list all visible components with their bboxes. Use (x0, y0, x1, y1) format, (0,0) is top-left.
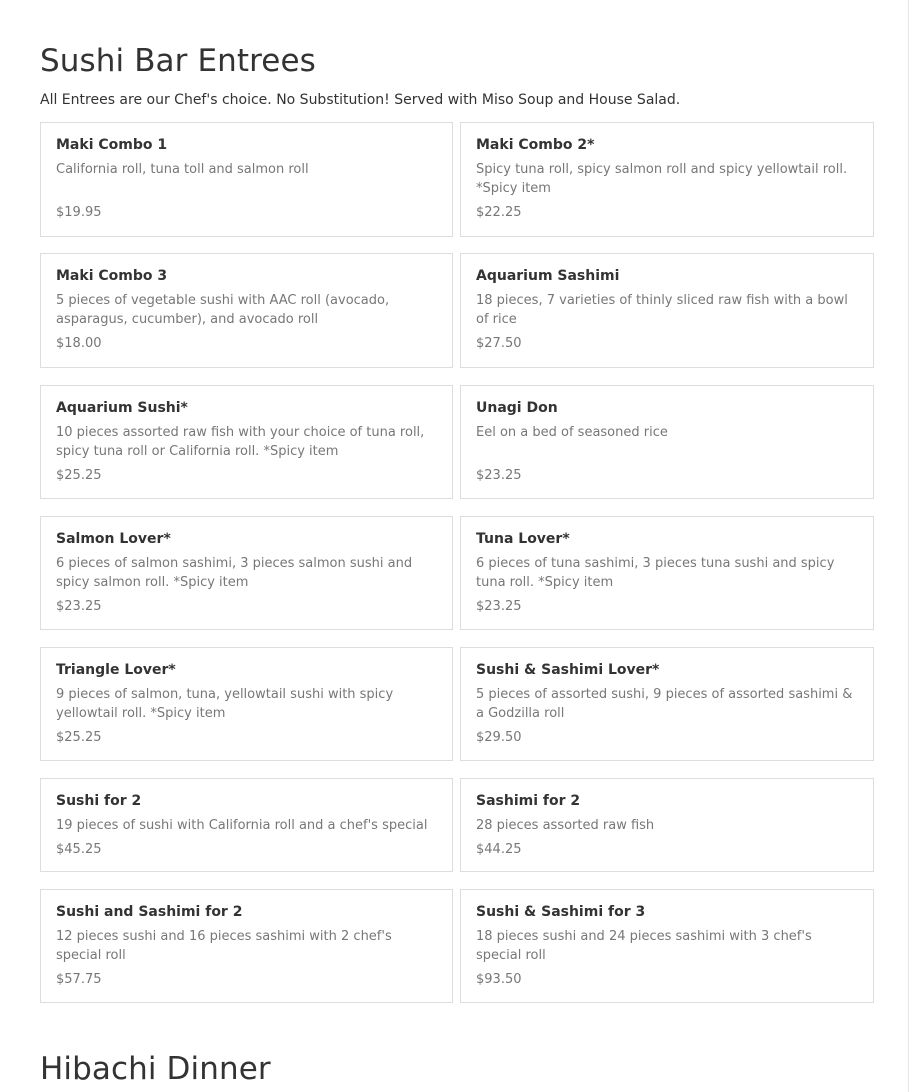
menu-item-description: 18 pieces sushi and 24 pieces sashimi with 3 chef's special roll (476, 929, 812, 963)
menu-item-name: Triangle Lover* (56, 662, 176, 678)
menu-item-card[interactable] (40, 253, 453, 368)
menu-item-description: California roll, tuna toll and salmon roll (56, 162, 309, 177)
section-title-hibachi-dinner: Hibachi Dinner (40, 1051, 271, 1087)
menu-item-name: Salmon Lover* (56, 531, 171, 547)
menu-item-price: $27.50 (476, 336, 522, 351)
menu-item-price: $44.25 (476, 842, 522, 857)
menu-item-price: $19.95 (56, 205, 102, 220)
menu-item-name: Sushi & Sashimi for 3 (476, 904, 646, 920)
menu-item-price: $18.00 (56, 336, 102, 351)
menu-item-name: Maki Combo 1 (56, 137, 168, 153)
menu-item-name: Unagi Don (476, 400, 558, 416)
menu-item-price: $29.50 (476, 730, 522, 745)
menu-item-description: 28 pieces assorted raw fish (476, 818, 655, 833)
menu-item-description: 6 pieces of tuna sashimi, 3 pieces tuna sushi and spicy tuna roll. *Spicy item (476, 556, 835, 590)
page-right-border (908, 0, 909, 1092)
menu-item-card[interactable] (460, 889, 874, 1003)
menu-item-card[interactable] (460, 122, 874, 237)
menu-item-description: Spicy tuna roll, spicy salmon roll and spicy yellowtail roll. *Spicy item (476, 162, 848, 196)
menu-item-name: Maki Combo 2* (476, 137, 595, 153)
menu-item-description: 18 pieces, 7 varieties of thinly sliced raw fish with a bowl of rice (476, 293, 848, 327)
menu-item-name: Aquarium Sushi* (56, 400, 188, 416)
menu-item-card[interactable] (460, 253, 874, 368)
menu-item-card[interactable] (40, 889, 453, 1003)
menu-item-description: 9 pieces of salmon, tuna, yellowtail sushi with spicy yellowtail roll. *Spicy item (56, 687, 394, 721)
menu-item-price: $45.25 (56, 842, 102, 857)
menu-item-name: Sushi for 2 (56, 793, 142, 809)
menu-item-name: Sushi & Sashimi Lover* (476, 662, 660, 678)
menu-item-description: 19 pieces of sushi with California roll and a chef's special (56, 818, 428, 833)
menu-item-description: Eel on a bed of seasoned rice (476, 425, 668, 440)
menu-item-name: Sushi and Sashimi for 2 (56, 904, 243, 920)
menu-item-card[interactable] (460, 516, 874, 630)
menu-item-price: $25.25 (56, 468, 102, 483)
menu-item-name: Aquarium Sashimi (476, 268, 620, 284)
menu-item-name: Tuna Lover* (476, 531, 570, 547)
menu-item-price: $23.25 (476, 599, 522, 614)
menu-item-name: Sashimi for 2 (476, 793, 581, 809)
menu-item-description: 12 pieces sushi and 16 pieces sashimi with 2 chef's special roll (56, 929, 392, 963)
menu-item-card[interactable] (40, 516, 453, 630)
menu-item-price: $22.25 (476, 205, 522, 220)
menu-item-price: $23.25 (476, 468, 522, 483)
menu-item-description: 6 pieces of salmon sashimi, 3 pieces salmon sushi and spicy salmon roll. *Spicy item (56, 556, 413, 590)
menu-item-card[interactable] (460, 647, 874, 761)
menu-item-price: $23.25 (56, 599, 102, 614)
menu-item-price: $25.25 (56, 730, 102, 745)
menu-item-card[interactable] (460, 385, 874, 499)
menu-item-card[interactable] (40, 385, 453, 499)
menu-item-description: 5 pieces of vegetable sushi with AAC roll (avocado, asparagus, cucumber), and avocado roll (56, 293, 390, 327)
menu-item-card[interactable] (40, 778, 453, 872)
menu-item-card[interactable] (460, 778, 874, 872)
menu-item-description: 5 pieces of assorted sushi, 9 pieces of assorted sashimi & a Godzilla roll (476, 687, 853, 721)
menu-item-description: 10 pieces assorted raw fish with your choice of tuna roll, spicy tuna roll or California roll. *Spicy item (56, 425, 425, 459)
menu-item-name: Maki Combo 3 (56, 268, 168, 284)
menu-item-card[interactable] (40, 122, 453, 237)
section-title-sushi-bar-entrees: Sushi Bar Entrees (40, 43, 316, 79)
menu-item-card[interactable] (40, 647, 453, 761)
menu-item-price: $93.50 (476, 972, 522, 987)
section-subtitle: All Entrees are our Chef's choice. No Substitution! Served with Miso Soup and House Salad. (40, 92, 681, 108)
menu-item-price: $57.75 (56, 972, 102, 987)
